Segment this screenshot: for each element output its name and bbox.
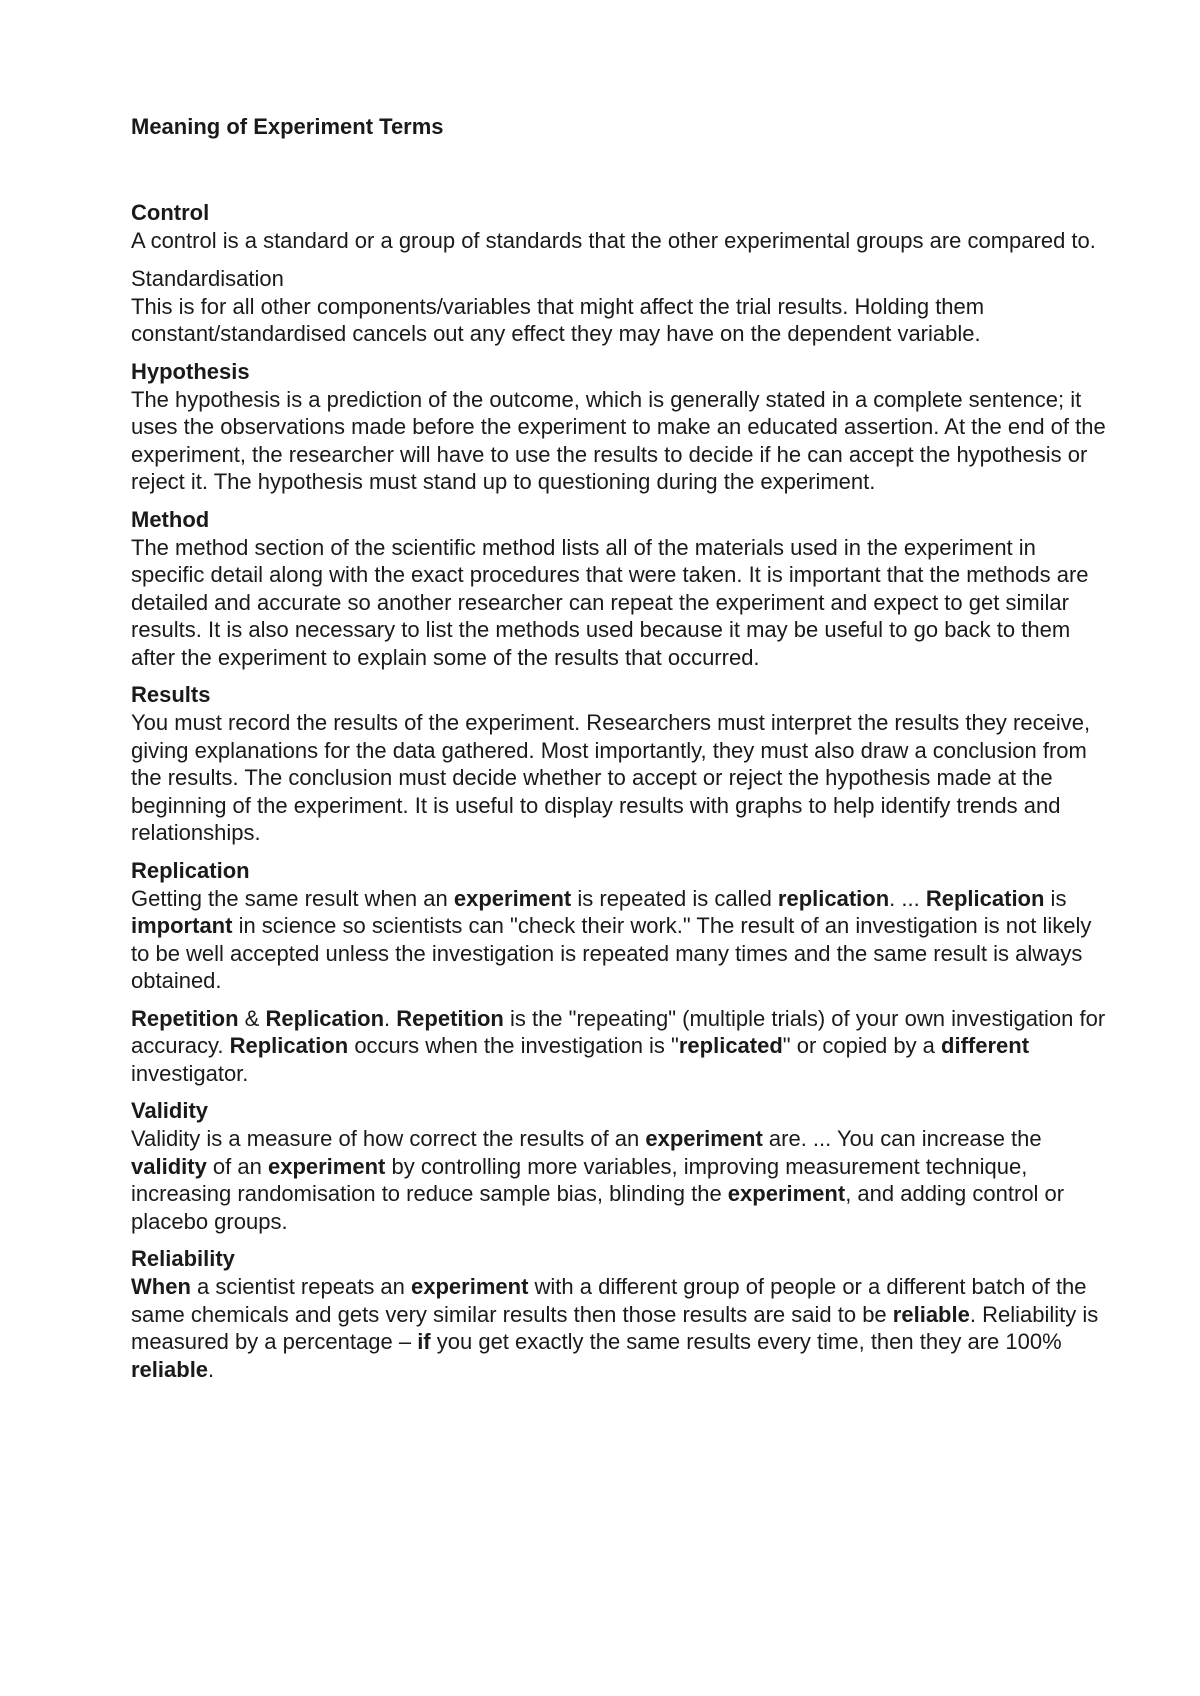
section-validity — [131, 1097, 1106, 1235]
section-standardisation — [131, 265, 1106, 348]
definition-text-segment: experiment — [411, 1274, 529, 1299]
document-sections — [131, 199, 1106, 1383]
definition-text-segment: Validity is a measure of how correct the results of an — [131, 1126, 646, 1151]
definition-text-segment: Getting the same result when an — [131, 885, 454, 911]
definition-text-segment: by controlling more variables, improving measurement technique, increasing randomisation to reduce sample bias, blinding the — [131, 1153, 1028, 1206]
definition-text-segment: " or copied by a — [782, 1033, 942, 1058]
definition-text-segment: Repetition — [131, 1005, 239, 1031]
term-definition-method — [131, 534, 1106, 672]
definition-text-segment: in science so scientists can "check their work." The result of an investigation is not likely to be well accepted unless the investigation is repeated many times and the same result is always obtained. — [131, 913, 1092, 993]
section-reliability — [131, 1245, 1106, 1383]
term-heading-replication: Replication — [131, 857, 250, 883]
definition-text-segment: . Reliability is measured by a percentage – — [131, 1301, 1099, 1354]
term-heading-control: Control — [131, 200, 210, 225]
definition-text-segment: a scientist repeats an — [190, 1274, 412, 1299]
definition-text-segment: & — [238, 1005, 266, 1031]
definition-text-segment: . ... — [889, 885, 926, 911]
definition-text-segment: is repeated is called — [571, 885, 778, 911]
section-replication — [131, 857, 1106, 995]
definition-text-segment: experiment — [645, 1126, 763, 1151]
term-heading-hypothesis: Hypothesis — [131, 358, 250, 384]
section-hypothesis — [131, 358, 1106, 496]
section-repetition — [131, 1005, 1106, 1088]
definition-text-segment: are. ... You can increase the — [762, 1126, 1042, 1151]
term-definition-repetition — [131, 1005, 1106, 1088]
definition-text-segment: Replication — [265, 1005, 385, 1031]
term-definition-results — [131, 709, 1106, 847]
definition-text-segment: you get exactly the same results every time, then they are 100% — [430, 1329, 1062, 1354]
definition-text-segment: You must record the results of the experiment. Researchers must interpret the results they receive, giving explanations for the data gathered. Most importantly, they must also draw a conclusion from the results. The conclusion must decide whether to accept or reject the hypothesis made at the beginning of the experiment. It is useful to display results with graphs to help identify trends and relationships. — [131, 710, 1091, 845]
section-method — [131, 506, 1106, 672]
definition-text-segment: occurs when the investigation is " — [348, 1033, 679, 1058]
term-heading-results: Results — [131, 682, 211, 707]
definition-text-segment: reliable — [892, 1301, 970, 1327]
definition-text-segment: different — [941, 1033, 1030, 1058]
section-control — [131, 199, 1106, 255]
definition-text-segment: validity — [131, 1153, 207, 1179]
term-definition-control — [131, 227, 1106, 255]
term-definition-hypothesis — [131, 386, 1106, 496]
definition-text-segment: The hypothesis is a prediction of the outcome, which is generally stated in a complete sentence; it uses the observations made before the experiment to make an educated assertion. At the end of the experiment, the researcher will have to use the results to decide if he can accept the hypothesis or reject it. The hypothesis must stand up to questioning during the experiment. — [131, 386, 1106, 494]
definition-text-segment: with a different group of people or a different batch of the same chemicals and gets very similar results then those results are said to be — [131, 1274, 1087, 1327]
definition-text-segment: of an — [206, 1153, 268, 1179]
definition-text-segment: Replication — [925, 885, 1045, 911]
definition-text-segment: experiment — [267, 1153, 386, 1179]
section-results — [131, 681, 1106, 847]
definition-text-segment: When — [131, 1274, 191, 1299]
definition-text-segment: experiment — [727, 1181, 846, 1206]
definition-text-segment: is — [1044, 885, 1067, 911]
definition-text-segment: experiment — [453, 885, 572, 911]
definition-text-segment: investigator. — [131, 1060, 249, 1086]
definition-text-segment: Replication — [229, 1033, 349, 1058]
definition-text-segment: replicated — [678, 1033, 783, 1058]
definition-text-segment: reliable — [131, 1356, 209, 1382]
term-definition-reliability — [131, 1273, 1106, 1383]
definition-text-segment: Repetition — [396, 1005, 504, 1031]
term-heading-standardisation: Standardisation — [131, 265, 284, 291]
document-title: Meaning of Experiment Terms — [131, 114, 444, 139]
document-page — [131, 113, 1106, 1393]
term-definition-replication — [131, 885, 1106, 995]
term-definition-standardisation — [131, 293, 1106, 348]
definition-text-segment: if — [417, 1329, 431, 1354]
definition-text-segment: . — [208, 1356, 215, 1382]
term-heading-reliability: Reliability — [131, 1246, 235, 1271]
definition-text-segment: . — [384, 1005, 397, 1031]
definition-text-segment: This is for all other components/variables that might affect the trial results. Holding them constant/standardised cancels out any effect they may have on the dependent variable. — [131, 293, 985, 346]
term-heading-method: Method — [131, 506, 210, 532]
definition-text-segment: The method section of the scientific method lists all of the materials used in the experiment in specific detail along with the exact procedures that were taken. It is important that the methods are detailed and accurate so another researcher can repeat the experiment and expect to get similar results. It is also necessary to list the methods used because it may be useful to go back to them after the experiment to explain some of the results that occurred. — [131, 534, 1089, 670]
term-heading-validity: Validity — [131, 1098, 209, 1123]
definition-text-segment: A control is a standard or a group of standards that the other experimental groups are compared to. — [131, 228, 1096, 253]
definition-text-segment: is the "repeating" (multiple trials) of your own investigation for accuracy. — [131, 1005, 1106, 1058]
definition-text-segment: important — [131, 913, 233, 938]
definition-text-segment: replication — [777, 885, 890, 911]
definition-text-segment: , and adding control or placebo groups. — [131, 1181, 1065, 1234]
term-definition-validity — [131, 1125, 1106, 1235]
